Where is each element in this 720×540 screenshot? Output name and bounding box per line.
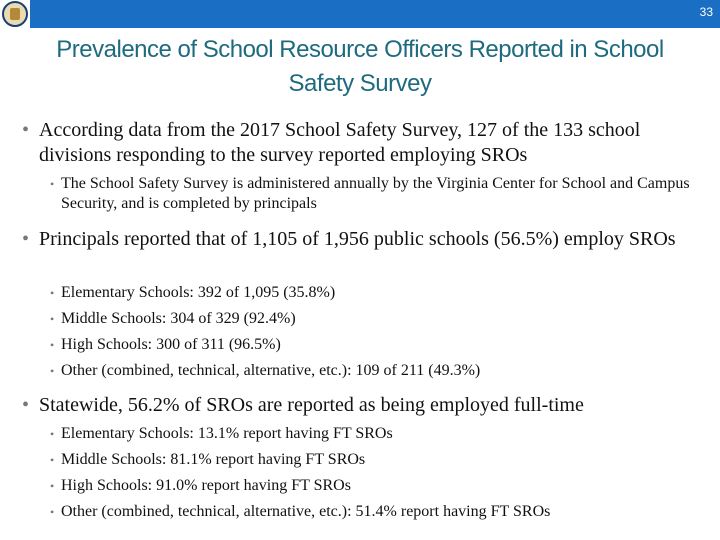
- sub-bullet: • High Schools: 300 of 311 (96.5%): [50, 336, 281, 353]
- bullet-icon: •: [50, 505, 55, 519]
- bullet-icon: •: [50, 338, 55, 352]
- header-bar: [30, 0, 720, 28]
- sub-bullet: • Elementary Schools: 392 of 1,095 (35.8%): [50, 284, 336, 301]
- bullet-3: • Statewide, 56.2% of SROs are reported as being employed full-time: [22, 394, 584, 416]
- sub-bullet: • The School Safety Survey is administered annually by the Virginia Center for School and Campus Security, and is completed by principals: [50, 175, 690, 212]
- bullet-2: • Principals reported that of 1,105 of 1,956 public schools (56.5%) employ SROs: [22, 228, 676, 250]
- sub-bullet: • Middle Schools: 81.1% report having FT SROs: [50, 451, 366, 468]
- bullet-icon: •: [50, 364, 55, 378]
- state-seal-logo: [2, 1, 28, 27]
- slide-title: Prevalence of School Resource Officers Reported in School Safety Survey: [56, 36, 664, 97]
- bullet-icon: •: [22, 228, 30, 250]
- bullet-icon: •: [50, 312, 55, 326]
- bullet-icon: •: [50, 286, 55, 300]
- sub-bullet: • High Schools: 91.0% report having FT SROs: [50, 477, 351, 494]
- bullet-icon: •: [50, 427, 55, 441]
- sub-bullet: • Elementary Schools: 13.1% report having FT SROs: [50, 425, 393, 442]
- bullet-icon: •: [22, 119, 30, 141]
- sub-bullet: • Middle Schools: 304 of 329 (92.4%): [50, 310, 296, 327]
- bullet-icon: •: [22, 394, 30, 416]
- bullet-icon: •: [50, 453, 55, 467]
- sub-bullet: • Other (combined, technical, alternative, etc.): 109 of 211 (49.3%): [50, 362, 481, 379]
- bullet-1: • According data from the 2017 School Safety Survey, 127 of the 133 school divisions responding to the survey reported employing SROs: [22, 119, 641, 166]
- bullet-icon: •: [50, 177, 55, 191]
- bullet-icon: •: [50, 479, 55, 493]
- page-number: 33: [699, 5, 713, 19]
- sub-bullet: • Other (combined, technical, alternative, etc.): 51.4% report having FT SROs: [50, 503, 551, 520]
